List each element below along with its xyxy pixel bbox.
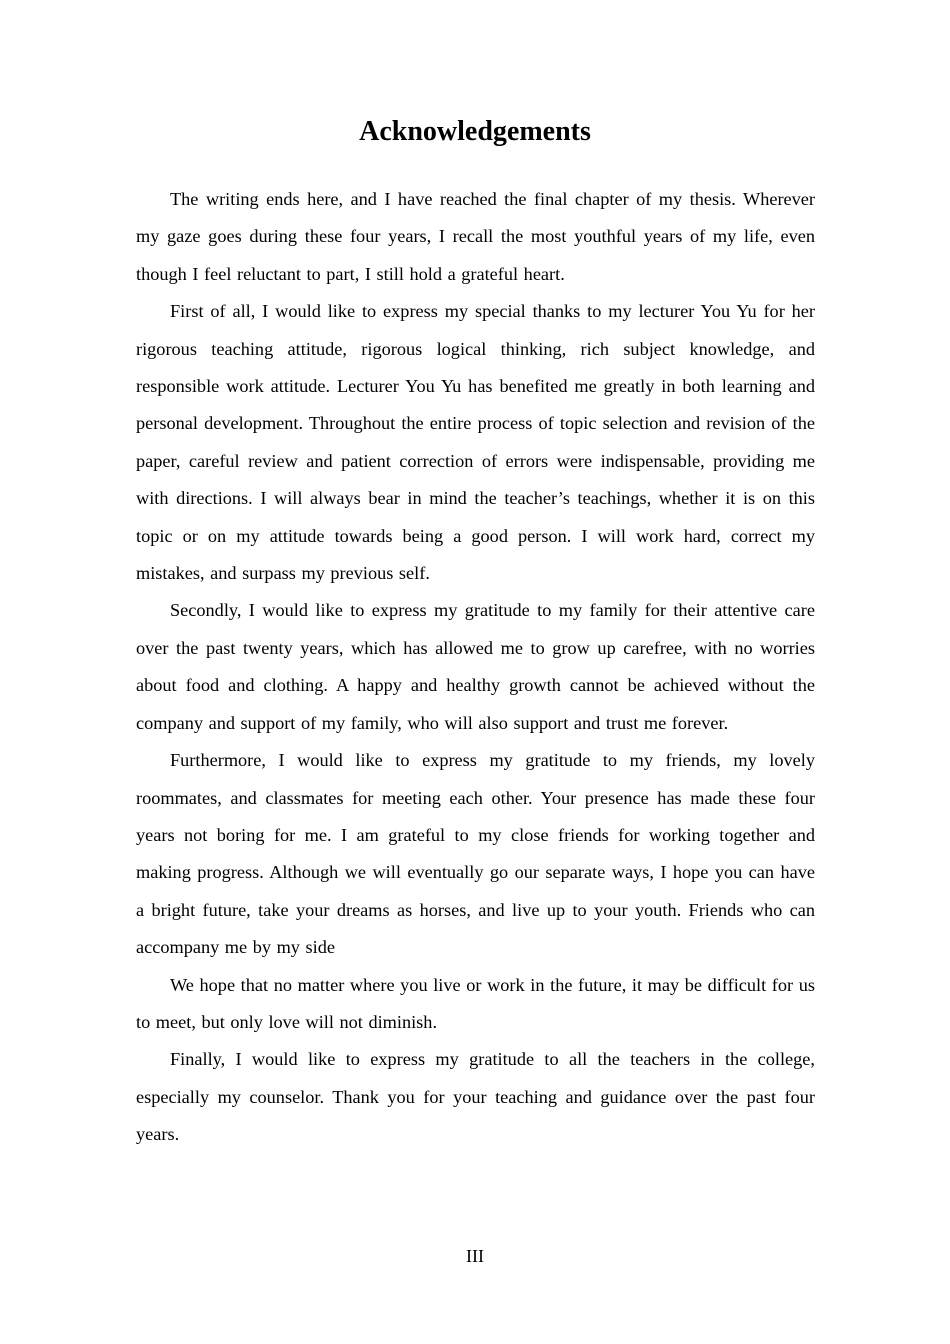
- paragraph-3: Secondly, I would like to express my gratitude to my family for their attentive care over the past twenty years, which has allowed me to grow up carefree, with no worries about food and clothing. A happy and healthy growth cannot be achieved without the company and support of my family, who will also support and trust me forever.: [136, 600, 815, 733]
- page-title: Acknowledgements: [359, 116, 591, 147]
- acknowledgements-body: [136, 181, 815, 1154]
- paragraph-6: Finally, I would like to express my gratitude to all the teachers in the college, especially my counselor. Thank you for your teaching and guidance over the past four years.: [136, 1049, 815, 1145]
- paragraph-5: We hope that no matter where you live or work in the future, it may be difficult for us to meet, but only love will not diminish.: [136, 974, 815, 1032]
- paragraph-2: First of all, I would like to express my special thanks to my lecturer You Yu for her rigorous teaching attitude, rigorous logical thinking, rich subject knowledge, and responsible work attitude. Lecturer You Yu has benefited me greatly in both learning and personal development. Throughout the entire process of topic selection and revision of the paper, careful review and patient correction of errors were indispensable, providing me with directions. I will always bear in mind the teacher’s teachings, whether it is on this topic or on my attitude towards being a good person. I will work hard, correct my mistakes, and surpass my previous self.: [136, 301, 815, 584]
- paragraph-1: The writing ends here, and I have reached the final chapter of my thesis. Wherever my gaze goes during these four years, I recall the most youthful years of my life, even though I feel reluctant to part, I still hold a grateful heart.: [136, 189, 815, 284]
- page-number: III: [466, 1246, 484, 1266]
- paragraph-4: Furthermore, I would like to express my gratitude to my friends, my lovely roommates, and classmates for meeting each other. Your presence has made these four years not boring for me. I am grateful to my close friends for working together and making progress. Although we will eventually go our separate ways, I hope you can have a bright future, take your dreams as horses, and live up to your youth. Friends who can accompany me by my side: [136, 750, 815, 958]
